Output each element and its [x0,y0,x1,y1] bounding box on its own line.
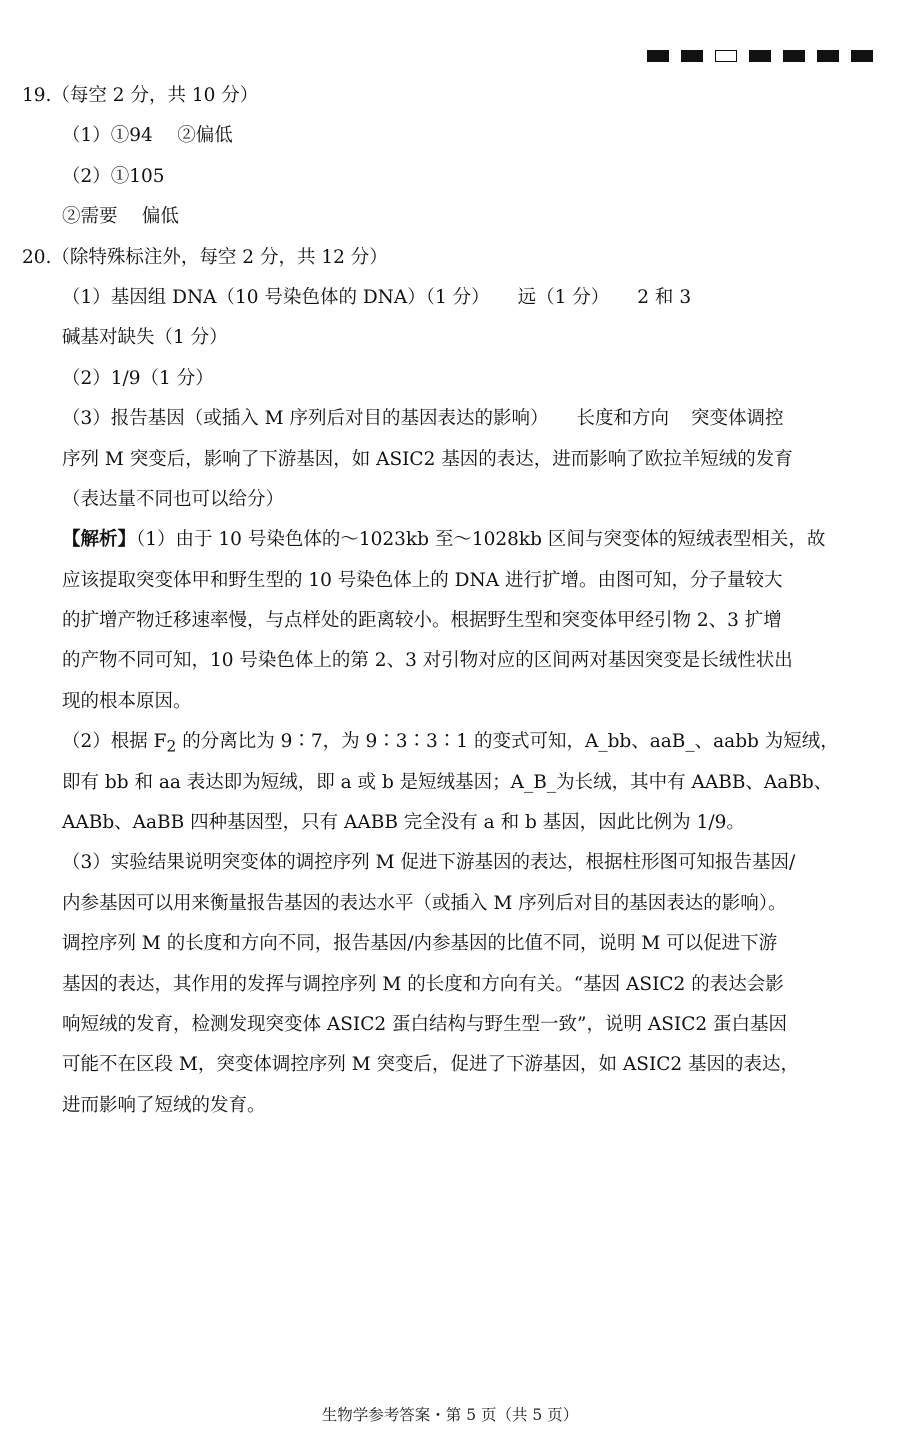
analysis-line: AABb、AaBB 四种基因型，只有 AABB 完全没有 a 和 b 基因，因此比例为 1/9。 [62,812,745,834]
page-position-marks [647,50,873,62]
q20-part3-answer-a: （3）报告基因（或插入 M 序列后对目的基因表达的影响） [62,408,549,430]
analysis-line: 进而影响了短绒的发育。 [62,1094,266,1116]
q20-part1-answer-a: （1）基因组 DNA（10 号染色体的 DNA）（1 分） [62,286,490,308]
q20-part3-answer-e: （表达量不同也可以给分） [62,488,285,510]
q20-part1-answer-d: 碱基对缺失（1 分） [62,327,228,349]
analysis-text: （1）由于 10 号染色体的～1023kb 至～1028kb 区间与突变体的短绒表型相关，故 [136,529,826,551]
q20-part3-answer-d: 序列 M 突变后，影响了下游基因，如 ASIC2 基因的表达，进而影响了欧拉羊短绒的发育 [62,448,793,470]
q20-part3-answer-c: 突变体调控 [691,408,784,430]
q20-part3 [22,399,878,439]
hollow-square-icon [715,50,737,62]
analysis-line: 内参基因可以用来衡量报告基因的表达水平（或插入 M 序列后对目的基因表达的影响）。 [62,892,787,914]
analysis-line: 可能不在区段 M，突变体调控序列 M 突变后，促进了下游基因，如 ASIC2 基因的表达， [62,1054,800,1076]
filled-square-icon [681,50,703,62]
analysis-line [22,722,878,762]
analysis-text: 的分离比为 9∶7，为 9∶3∶3∶1 的变式可知，A_bb、aaB_、aabb 为短绒， [176,731,839,753]
q19-part1: （1）①94 ②偏低 [62,125,233,147]
analysis-line: 即有 bb 和 aa 表达即为短绒，即 a 或 b 是短绒基因；A_B_为长绒，其中有 AABB、AaBb、 [62,771,833,793]
answer-page [22,76,878,1126]
filled-square-icon [817,50,839,62]
q20-part3-answer-b: 长度和方向 [576,408,669,430]
analysis-line: 响短绒的发育，检测发现突变体 ASIC2 蛋白结构与野生型一致”，说明 ASIC2 蛋白基因 [62,1013,788,1035]
q20-part1 [22,278,878,318]
analysis-line: 调控序列 M 的长度和方向不同，报告基因/内参基因的比值不同，说明 M 可以促进下游 [62,933,778,955]
q19-header: 19.（每空 2 分，共 10 分） [22,85,259,106]
filled-square-icon [783,50,805,62]
analysis-line: 现的根本原因。 [62,690,192,712]
q20-part2: （2）1/9（1 分） [62,367,214,389]
analysis-line [22,520,878,560]
filled-square-icon [647,50,669,62]
q20-part1-answer-c: 2 和 3 [637,286,692,308]
analysis-line: 的扩增产物迁移速率慢，与点样处的距离较小。根据野生型和突变体甲经引物 2、3 扩增 [62,610,782,632]
q19-part2: （2）①105 [62,165,165,187]
q20-header: 20.（除特殊标注外，每空 2 分，共 12 分） [22,246,388,268]
filled-square-icon [749,50,771,62]
subscript-number: 2 [166,737,177,756]
analysis-text: （2）根据 F [62,731,167,753]
analysis-label: 【解析】 [62,529,137,551]
analysis-line: 基因的表达，其作用的发挥与调控序列 M 的长度和方向有关。“基因 ASIC2 的表达会影 [62,973,784,995]
filled-square-icon [851,50,873,62]
q20-part1-answer-b: 远（1 分） [517,286,610,308]
analysis-line: 应该提取突变体甲和野生型的 10 号染色体上的 DNA 进行扩增。由图可知，分子量较大 [62,569,783,591]
page-footer: 生物学参考答案・第 5 页（共 5 页） [321,1406,579,1424]
analysis-line: （3）实验结果说明突变体的调控序列 M 促进下游基因的表达，根据柱形图可知报告基因/ [62,852,796,874]
analysis-line: 的产物不同可知，10 号染色体上的第 2、3 对引物对应的区间两对基因突变是长绒性状出 [62,650,793,672]
q19-part2-answer: ②需要 偏低 [62,206,179,228]
